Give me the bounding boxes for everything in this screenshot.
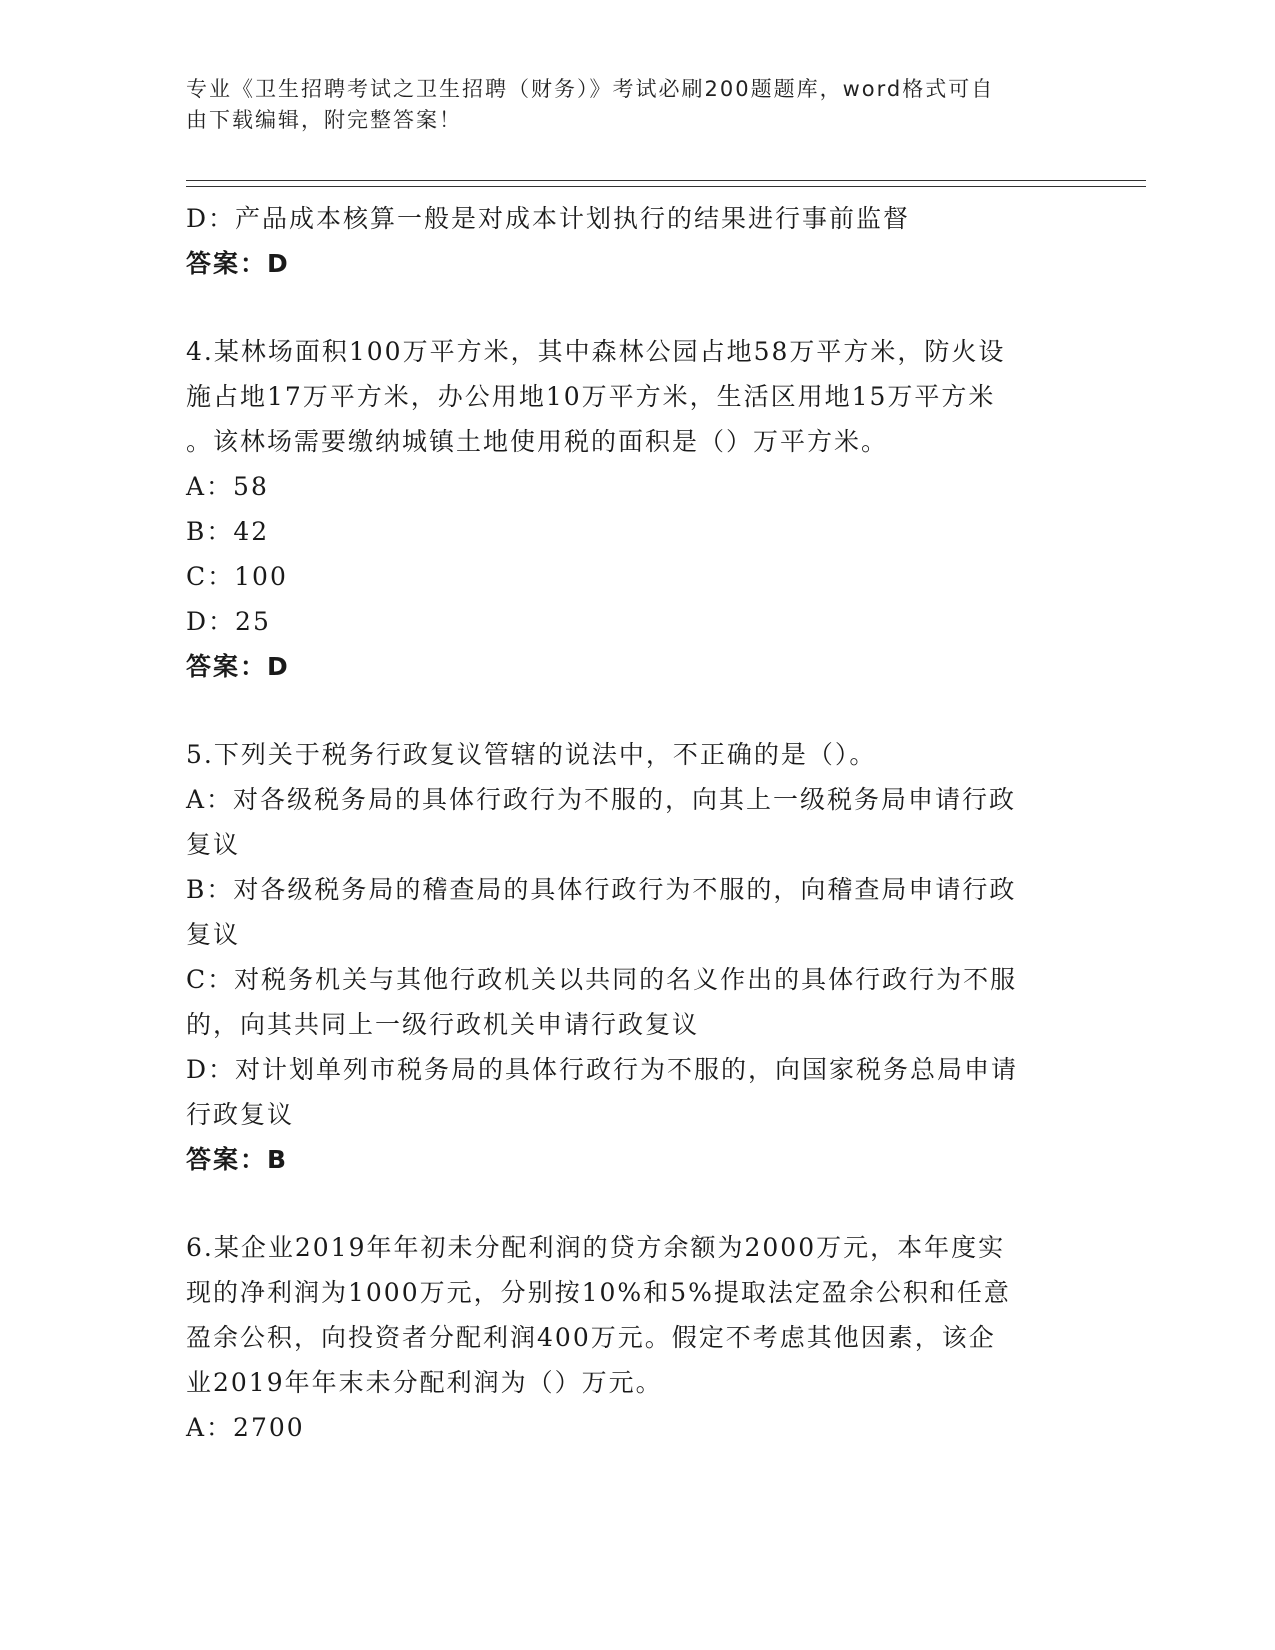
document-header [186, 74, 1066, 136]
answer-line: 答案：B [186, 1145, 289, 1174]
question-4 [186, 329, 1066, 689]
question-stem: 业2019年年末未分配利润为（）万元。 [186, 1368, 663, 1397]
question-5 [186, 732, 1066, 1182]
option-d-cont: 行政复议 [186, 1100, 295, 1129]
question-stem: 盈余公积，向投资者分配利润400万元。假定不考虑其他因素，该企 [186, 1323, 996, 1352]
header-line-2: 由下载编辑，附完整答案！ [186, 108, 462, 132]
spacer [186, 1182, 1066, 1225]
option-a: A：58 [186, 472, 269, 501]
question-stem: 6.某企业2019年年初未分配利润的贷方余额为2000万元，本年度实 [186, 1233, 1006, 1262]
option-a-cont: 复议 [186, 830, 241, 859]
option-b: B：对各级税务局的稽查局的具体行政行为不服的，向稽查局申请行政 [186, 875, 1017, 904]
option-b: B：42 [186, 517, 270, 546]
option-d: D：产品成本核算一般是对成本计划执行的结果进行事前监督 [186, 204, 911, 233]
option-c: C：对税务机关与其他行政机关以共同的名义作出的具体行政行为不服 [186, 965, 1018, 994]
document-body [186, 196, 1066, 1450]
answer-line: 答案：D [186, 249, 290, 278]
answer-line: 答案：D [186, 652, 290, 681]
question-6 [186, 1225, 1066, 1450]
option-d: D：25 [186, 607, 271, 636]
option-a: A：对各级税务局的具体行政行为不服的，向其上一级税务局申请行政 [186, 785, 1017, 814]
option-b-cont: 复议 [186, 920, 241, 949]
option-a: A：2700 [186, 1413, 305, 1442]
option-d: D：对计划单列市税务局的具体行政行为不服的，向国家税务总局申请 [186, 1055, 1019, 1084]
header-divider-bottom [186, 186, 1146, 187]
question-stem: 5.下列关于税务行政复议管辖的说法中，不正确的是（）。 [186, 740, 877, 769]
header-line-1: 专业《卫生招聘考试之卫生招聘（财务）》考试必刷200题题库，word格式可自 [186, 77, 995, 101]
question-stem: 现的净利润为1000万元，分别按10%和5%提取法定盈余公积和任意 [186, 1278, 1011, 1307]
spacer [186, 286, 1066, 329]
question-stem: 4.某林场面积100万平方米，其中森林公园占地58万平方米，防火设 [186, 337, 1006, 366]
option-c-cont: 的，向其共同上一级行政机关申请行政复议 [186, 1010, 700, 1039]
spacer [186, 689, 1066, 732]
option-c: C：100 [186, 562, 288, 591]
question-3-tail [186, 196, 1066, 286]
question-stem: 施占地17万平方米，办公用地10万平方米，生活区用地15万平方米 [186, 382, 996, 411]
header-divider-top [186, 180, 1146, 181]
question-stem: 。该林场需要缴纳城镇土地使用税的面积是（）万平方米。 [186, 427, 889, 456]
